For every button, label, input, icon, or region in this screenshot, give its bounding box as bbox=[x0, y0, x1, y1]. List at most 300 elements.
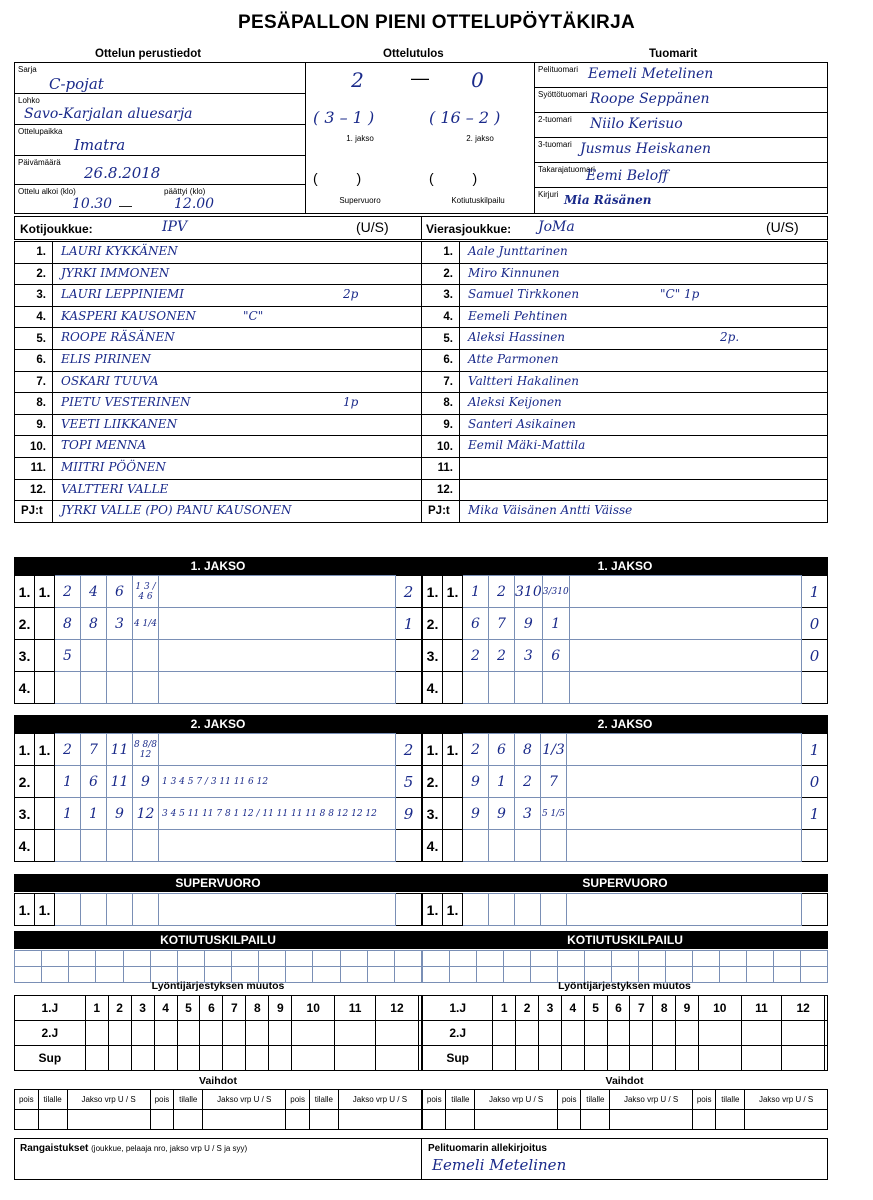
substitution-cell bbox=[15, 1110, 39, 1130]
order-row-label: Sup bbox=[423, 1046, 493, 1071]
player-name-cell bbox=[460, 436, 828, 458]
substitution-header: tilalle bbox=[174, 1090, 203, 1110]
roster-row bbox=[15, 414, 422, 436]
referees-header: Tuomarit bbox=[649, 48, 698, 60]
player-number: 5. bbox=[422, 328, 460, 350]
inning-number: 3. bbox=[15, 640, 35, 672]
innings-grid bbox=[422, 733, 828, 862]
inning-sub bbox=[443, 830, 463, 862]
substitution-cell bbox=[309, 1110, 338, 1130]
order-cell bbox=[607, 1046, 630, 1071]
batter-cell: 8 bbox=[81, 608, 107, 640]
substitution-header: Jakso vrp U / S bbox=[203, 1090, 286, 1110]
substitution-cell bbox=[581, 1110, 610, 1130]
takaraja-label: Takarajatuomari bbox=[538, 165, 595, 174]
inning-number: 1. bbox=[423, 734, 443, 766]
batter-cell bbox=[515, 894, 541, 926]
player-name-cell bbox=[53, 306, 422, 328]
order-row bbox=[423, 996, 828, 1021]
syottotuomari-label: Syöttötuomari bbox=[538, 90, 588, 99]
kotiutus-cell bbox=[774, 951, 801, 967]
kotiutus-cell bbox=[558, 951, 585, 967]
order-cell bbox=[741, 1046, 782, 1071]
player-name: Eemeli Pehtinen bbox=[468, 308, 568, 323]
player-name-cell bbox=[460, 242, 828, 264]
innings-row bbox=[423, 734, 828, 766]
substitution-cell bbox=[174, 1110, 203, 1130]
player-name: LAURI KYKKÄNEN bbox=[61, 244, 178, 258]
order-cell bbox=[108, 1021, 131, 1046]
player-name: VALTTERI VALLE bbox=[61, 481, 169, 496]
batter-cell: 3 bbox=[515, 640, 543, 672]
substitution-header: tilalle bbox=[309, 1090, 338, 1110]
paattyi-value: 12.00 bbox=[174, 196, 215, 212]
inning-sub bbox=[35, 608, 55, 640]
signature-label: Pelituomarin allekirjoitus bbox=[428, 1143, 547, 1154]
batter-cell bbox=[541, 830, 567, 862]
inning-number: 1. bbox=[423, 576, 443, 608]
kotiutus-cell bbox=[340, 951, 367, 967]
innings-grid bbox=[14, 893, 422, 926]
batter-cell bbox=[107, 830, 133, 862]
substitution-cell bbox=[475, 1110, 558, 1130]
kotiutus-cell bbox=[720, 951, 747, 967]
player-name-cell bbox=[53, 479, 422, 501]
run-lines bbox=[159, 640, 396, 672]
kirjuri-label: Kirjuri bbox=[538, 190, 559, 199]
substitution-cell bbox=[446, 1110, 475, 1130]
supervuoro-score: ( ) bbox=[313, 170, 362, 186]
order-row-label: 2.J bbox=[423, 1021, 493, 1046]
player-name: LAURI LEPPINIEMI bbox=[61, 287, 184, 302]
inning-total: 5 bbox=[396, 766, 422, 798]
order-cell: 1 bbox=[85, 996, 108, 1021]
order-cell bbox=[131, 1046, 154, 1071]
player-number: 3. bbox=[15, 285, 53, 307]
inning-sub bbox=[35, 766, 55, 798]
player-name: JYRKI IMMONEN bbox=[61, 265, 170, 280]
inning-sub: 1. bbox=[35, 576, 55, 608]
order-cell bbox=[292, 1021, 335, 1046]
batter-cell: 9 bbox=[107, 798, 133, 830]
substitution-header: Jakso vrp U / S bbox=[610, 1090, 693, 1110]
kotiutus-cell bbox=[313, 951, 340, 967]
period1-score: ( 3 – 1 ) bbox=[313, 108, 375, 127]
inning-sub: 1. bbox=[443, 734, 463, 766]
inning-sub bbox=[35, 640, 55, 672]
order-cell: 12 bbox=[376, 996, 419, 1021]
jakso-bar: 2. JAKSO bbox=[422, 715, 828, 733]
substitution-cell bbox=[338, 1110, 421, 1130]
player-name-cell bbox=[460, 328, 828, 350]
batter-cell: 6 bbox=[463, 608, 489, 640]
kotiutus-cell bbox=[801, 951, 828, 967]
batter-cell bbox=[81, 640, 107, 672]
roster-row bbox=[422, 479, 828, 501]
roster-row bbox=[15, 349, 422, 371]
alkoi-value: 10.30 bbox=[72, 196, 113, 212]
rangaistukset-label: Rangaistukset (joukkue, pelaaja nro, jakso vrp U / S ja syy) bbox=[20, 1143, 248, 1154]
batter-cell: 11 bbox=[107, 766, 133, 798]
innings-row bbox=[423, 672, 828, 704]
player-name-cell bbox=[53, 349, 422, 371]
order-cell bbox=[85, 1021, 108, 1046]
batter-cell bbox=[489, 894, 515, 926]
batter-cell: 11 bbox=[107, 734, 133, 766]
substitution-header: pois bbox=[15, 1090, 39, 1110]
innings-row bbox=[15, 734, 422, 766]
player-number: 4. bbox=[15, 306, 53, 328]
roster-row bbox=[15, 242, 422, 264]
roster-row bbox=[422, 393, 828, 415]
player-number: 4. bbox=[422, 306, 460, 328]
roster-row bbox=[15, 263, 422, 285]
batter-cell: 4 1/4 bbox=[133, 608, 159, 640]
batter-cell: 3 bbox=[515, 798, 541, 830]
player-number: 9. bbox=[15, 414, 53, 436]
player-name: VEETI LIIKKANEN bbox=[61, 416, 178, 431]
inning-number: 1. bbox=[15, 894, 35, 926]
innings-row bbox=[15, 608, 422, 640]
substitution-header: Jakso vrp U / S bbox=[67, 1090, 150, 1110]
batter-cell: 7 bbox=[541, 766, 567, 798]
innings-row bbox=[15, 894, 422, 926]
order-cell bbox=[131, 1021, 154, 1046]
player-name-cell bbox=[460, 263, 828, 285]
inning-total bbox=[802, 672, 828, 704]
period1-label: 1. jakso bbox=[346, 134, 374, 143]
player-number: 6. bbox=[422, 349, 460, 371]
substitution-cell bbox=[38, 1110, 67, 1130]
away-roster bbox=[421, 241, 828, 523]
order-cell bbox=[782, 1021, 825, 1046]
substitution-header: tilalle bbox=[446, 1090, 475, 1110]
tuomari2-value: Niilo Kerisuo bbox=[590, 116, 683, 132]
away-score: 0 bbox=[471, 68, 484, 92]
pelituomari-value: Eemeli Metelinen bbox=[588, 66, 714, 82]
substitutions-table bbox=[422, 1089, 828, 1130]
innings-row bbox=[423, 640, 828, 672]
player-name: OSKARI TUUVA bbox=[61, 373, 159, 388]
player-number: 10. bbox=[15, 436, 53, 458]
roster-row bbox=[422, 436, 828, 458]
order-cell: 2 bbox=[516, 996, 539, 1021]
run-lines bbox=[567, 894, 802, 926]
kotiutus-cell bbox=[423, 951, 450, 967]
batter-cell bbox=[55, 894, 81, 926]
player-number: 2. bbox=[15, 263, 53, 285]
substitution-cell bbox=[203, 1110, 286, 1130]
substitution-header: pois bbox=[286, 1090, 310, 1110]
innings-grid bbox=[422, 575, 828, 704]
batter-cell: 6 bbox=[81, 766, 107, 798]
substitution-cell bbox=[745, 1110, 828, 1130]
batter-cell bbox=[489, 672, 515, 704]
inning-total bbox=[396, 830, 422, 862]
player-name-cell bbox=[53, 436, 422, 458]
batter-cell: 2 bbox=[489, 640, 515, 672]
player-number: 8. bbox=[15, 393, 53, 415]
inning-total: 1 bbox=[396, 608, 422, 640]
innings-row bbox=[15, 830, 422, 862]
order-cell bbox=[108, 1046, 131, 1071]
player-name-cell bbox=[53, 393, 422, 415]
batter-cell: 8 bbox=[515, 734, 541, 766]
innings-row bbox=[423, 576, 828, 608]
order-cell bbox=[584, 1021, 607, 1046]
innings-row bbox=[15, 576, 422, 608]
score-dash: — bbox=[411, 68, 429, 88]
batter-cell: 8 bbox=[55, 608, 81, 640]
roster-row bbox=[422, 285, 828, 307]
player-number: 12. bbox=[422, 479, 460, 501]
batter-cell bbox=[107, 640, 133, 672]
inning-number: 1. bbox=[15, 734, 35, 766]
inning-sub: 1. bbox=[443, 894, 463, 926]
batter-cell: 5 1/5 bbox=[541, 798, 567, 830]
kotiutus-cell bbox=[232, 951, 259, 967]
lohko-label: Lohko bbox=[18, 96, 40, 105]
pj-label: PJ:t bbox=[422, 501, 460, 523]
paikka-label: Ottelupaikka bbox=[18, 127, 63, 136]
kotiutus-cell bbox=[747, 951, 774, 967]
batter-cell bbox=[55, 672, 81, 704]
pvm-label: Päivämäärä bbox=[18, 158, 61, 167]
order-cell bbox=[177, 1046, 200, 1071]
batter-cell bbox=[55, 830, 81, 862]
batter-cell: 8 8/8 12 bbox=[133, 734, 159, 766]
batter-cell: 6 bbox=[107, 576, 133, 608]
batter-cell bbox=[81, 830, 107, 862]
lohko-value: Savo-Karjalan aluesarja bbox=[24, 106, 193, 122]
order-cell: 7 bbox=[630, 996, 653, 1021]
player-name: Samuel Tirkkonen bbox=[468, 287, 580, 302]
order-cell bbox=[246, 1046, 269, 1071]
player-name: Miro Kinnunen bbox=[468, 265, 560, 280]
batter-cell: 1/3 bbox=[541, 734, 567, 766]
inning-sub bbox=[443, 640, 463, 672]
order-cell bbox=[223, 1046, 246, 1071]
inning-sub bbox=[35, 830, 55, 862]
roster-row bbox=[15, 306, 422, 328]
order-cell: 11 bbox=[741, 996, 782, 1021]
order-cell: 6 bbox=[607, 996, 630, 1021]
referee-signature: Eemeli Metelinen bbox=[432, 1156, 567, 1174]
inning-number: 3. bbox=[423, 640, 443, 672]
player-name-cell bbox=[53, 414, 422, 436]
substitution-header: Jakso vrp U / S bbox=[338, 1090, 421, 1110]
kotiutus-cell bbox=[286, 951, 313, 967]
kotiutus-cell bbox=[612, 951, 639, 967]
batter-cell: 2 bbox=[55, 576, 81, 608]
inning-number: 2. bbox=[423, 766, 443, 798]
batter-cell: 7 bbox=[81, 734, 107, 766]
order-cell: 4 bbox=[154, 996, 177, 1021]
home-team-name: IPV bbox=[162, 219, 188, 235]
home-supervuoro-bar: SUPERVUORO bbox=[14, 874, 422, 892]
order-cell bbox=[516, 1021, 539, 1046]
roster-row bbox=[422, 457, 828, 479]
order-cell bbox=[584, 1046, 607, 1071]
order-cell bbox=[246, 1021, 269, 1046]
run-lines bbox=[159, 894, 396, 926]
inning-total bbox=[802, 830, 828, 862]
batter-cell: 2 bbox=[55, 734, 81, 766]
inning-sub bbox=[443, 672, 463, 704]
kotiutus-score: ( ) bbox=[429, 170, 478, 186]
home-score: 2 bbox=[351, 68, 364, 92]
kotiutus-cell bbox=[123, 951, 150, 967]
substitution-cell bbox=[423, 1110, 446, 1130]
batter-cell: 1 3 / 4 6 bbox=[133, 576, 159, 608]
batter-cell bbox=[463, 672, 489, 704]
inning-total: 1 bbox=[802, 798, 828, 830]
order-cell bbox=[561, 1046, 584, 1071]
player-name-cell bbox=[460, 457, 828, 479]
away-team-name: JoMa bbox=[538, 219, 575, 235]
innings-row bbox=[15, 766, 422, 798]
roster-row bbox=[15, 285, 422, 307]
substitution-header: Jakso vrp U / S bbox=[745, 1090, 828, 1110]
order-cell: 11 bbox=[335, 996, 376, 1021]
inning-total bbox=[396, 640, 422, 672]
order-cell bbox=[493, 1021, 516, 1046]
player-name-cell bbox=[53, 371, 422, 393]
order-row bbox=[15, 1021, 422, 1046]
kotiutus-cell bbox=[504, 951, 531, 967]
batter-cell: 310 bbox=[515, 576, 543, 608]
innings-row bbox=[423, 894, 828, 926]
roster-row bbox=[15, 328, 422, 350]
kotiutus-cell bbox=[367, 951, 394, 967]
substitutions-table bbox=[14, 1089, 422, 1130]
inning-number: 1. bbox=[15, 576, 35, 608]
inning-number: 1. bbox=[423, 894, 443, 926]
order-row bbox=[15, 996, 422, 1021]
innings-grid bbox=[422, 893, 828, 926]
player-number: 12. bbox=[15, 479, 53, 501]
batter-cell: 1 bbox=[463, 576, 489, 608]
order-cell: 8 bbox=[246, 996, 269, 1021]
inning-sub: 1. bbox=[35, 734, 55, 766]
run-lines bbox=[159, 766, 396, 798]
pvm-value: 26.8.2018 bbox=[84, 164, 161, 182]
kotiutus-cell bbox=[96, 951, 123, 967]
inning-total bbox=[396, 894, 422, 926]
inning-sub bbox=[443, 608, 463, 640]
batter-cell: 9 bbox=[463, 798, 489, 830]
inning-total: 0 bbox=[802, 766, 828, 798]
kotiutus-cell bbox=[204, 951, 231, 967]
player-name-cell bbox=[460, 414, 828, 436]
player-name: PIETU VESTERINEN bbox=[61, 395, 191, 410]
away-team-label: Vierasjoukkue: bbox=[426, 222, 512, 236]
run-detail: 3 4 5 11 11 7 8 1 12 / 11 11 11 11 8 8 12 12 12 bbox=[162, 808, 377, 819]
innings-row bbox=[15, 640, 422, 672]
player-name-cell bbox=[53, 457, 422, 479]
player-name-cell bbox=[460, 393, 828, 415]
kotiutus-grid bbox=[14, 950, 422, 983]
kotiutus-label: Kotiutuskilpailu bbox=[451, 196, 505, 205]
order-cell bbox=[335, 1046, 376, 1071]
syottotuomari-value: Roope Seppänen bbox=[590, 91, 710, 107]
order-cell bbox=[269, 1046, 292, 1071]
player-note: "C" bbox=[243, 308, 264, 323]
player-number: 7. bbox=[422, 371, 460, 393]
order-cell bbox=[741, 1021, 782, 1046]
innings-grid bbox=[14, 733, 422, 862]
order-row bbox=[423, 1021, 828, 1046]
order-cell bbox=[177, 1021, 200, 1046]
order-cell bbox=[607, 1021, 630, 1046]
batter-cell: 1 bbox=[489, 766, 515, 798]
substitution-cell bbox=[286, 1110, 310, 1130]
order-cell: 3 bbox=[131, 996, 154, 1021]
innings-row bbox=[423, 766, 828, 798]
order-cell bbox=[630, 1046, 653, 1071]
player-name: KASPERI KAUSONEN bbox=[61, 308, 196, 323]
run-lines bbox=[159, 830, 396, 862]
player-number: 3. bbox=[422, 285, 460, 307]
away-order-title: Lyöntijärjestyksen muutos bbox=[558, 980, 691, 992]
order-cell bbox=[335, 1021, 376, 1046]
roster-row bbox=[422, 242, 828, 264]
order-cell: 5 bbox=[177, 996, 200, 1021]
run-lines bbox=[567, 734, 802, 766]
player-number: 5. bbox=[15, 328, 53, 350]
player-name: Santeri Asikainen bbox=[468, 416, 576, 431]
player-name-cell bbox=[460, 371, 828, 393]
tuomari2-label: 2-tuomari bbox=[538, 115, 572, 124]
batter-cell: 4 bbox=[81, 576, 107, 608]
alkoi-label: Ottelu alkoi (klo) bbox=[18, 187, 76, 196]
sarja-label: Sarja bbox=[18, 65, 37, 74]
player-number: 6. bbox=[15, 349, 53, 371]
batter-cell bbox=[463, 894, 489, 926]
order-cell: 7 bbox=[223, 996, 246, 1021]
substitution-cell bbox=[610, 1110, 693, 1130]
substitution-header: pois bbox=[423, 1090, 446, 1110]
batter-cell bbox=[81, 894, 107, 926]
order-change-table bbox=[422, 995, 828, 1071]
inning-number: 4. bbox=[15, 672, 35, 704]
jakso-bar: 1. JAKSO bbox=[422, 557, 828, 575]
player-note: 1p bbox=[343, 395, 359, 410]
player-name: ELIS PIRINEN bbox=[61, 351, 151, 366]
player-name: Aleksi Keijonen bbox=[468, 395, 562, 410]
batter-cell: 7 bbox=[489, 608, 515, 640]
player-name: TOPI MENNA bbox=[61, 438, 147, 453]
run-lines bbox=[159, 608, 396, 640]
jakso-bar: 1. JAKSO bbox=[14, 557, 422, 575]
innings-row bbox=[15, 672, 422, 704]
batter-cell bbox=[107, 672, 133, 704]
order-cell bbox=[561, 1021, 584, 1046]
pelituomari-label: Pelituomari bbox=[538, 65, 579, 74]
run-lines bbox=[569, 640, 801, 672]
order-cell bbox=[200, 1021, 223, 1046]
away-supervuoro-bar: SUPERVUORO bbox=[422, 874, 828, 892]
roster-row bbox=[422, 306, 828, 328]
pj-row bbox=[422, 501, 828, 523]
order-row-label: 2.J bbox=[15, 1021, 86, 1046]
roster-row bbox=[15, 436, 422, 458]
batter-cell: 2 bbox=[463, 640, 489, 672]
batter-cell bbox=[541, 894, 567, 926]
run-lines bbox=[567, 766, 802, 798]
inning-total: 9 bbox=[396, 798, 422, 830]
inning-total: 1 bbox=[802, 734, 828, 766]
